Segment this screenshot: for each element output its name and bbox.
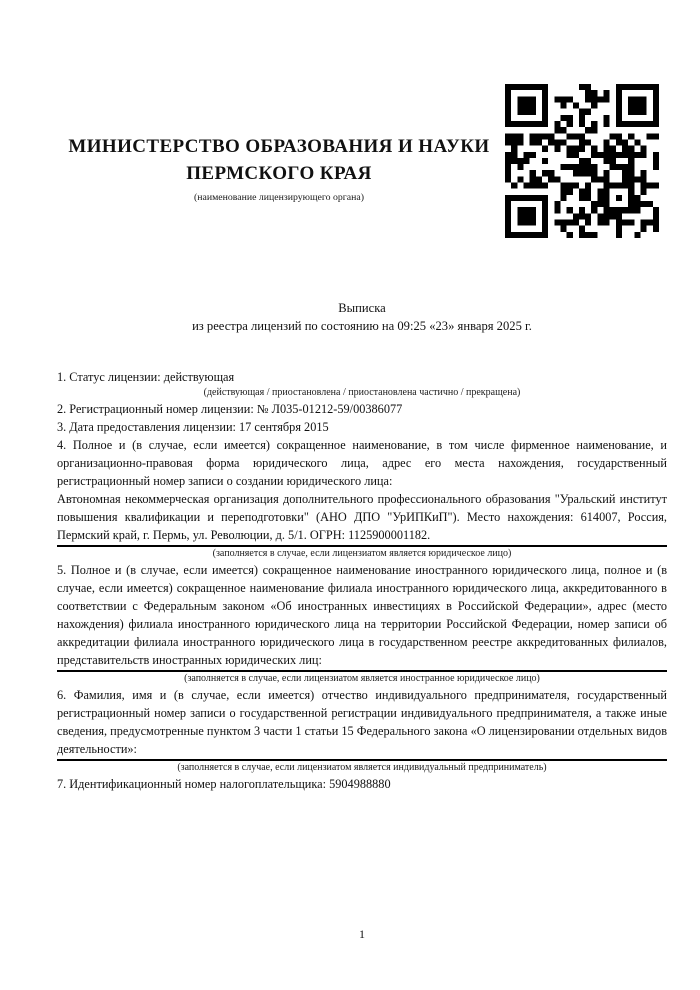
extract-title-block bbox=[57, 299, 667, 335]
field-entrepreneur-label: 6. Фамилия, имя и (в случае, если имеется) отчество индивидуального предпринимателя, государственный регистрационный номер записи о государственной регистрации индивидуального предпринимателя, а также иные сведения, предусмотренные пунктом 3 части 1 статьи 15 Федерального закона «О лицензировании отдельных видов деятельности»: bbox=[57, 688, 667, 756]
field-entrepreneur-hint: (заполняется в случае, если лицензиатом является индивидуальный предприниматель) bbox=[177, 762, 547, 773]
field-license-date: 3. Дата предоставления лицензии: 17 сентября 2015 bbox=[57, 420, 329, 434]
authority-name-caption: (наименование лицензирующего органа) bbox=[193, 192, 364, 203]
field-legal-entity-value: Автономная некоммерческая организация дополнительного профессионального образования "Уральский институт повышения квалификации и переподготовки" (АНО ДПО "УрИПКиП"). Место нахождения: 614007, Россия, Пермский край, г. Пермь, ул. Революции, д. 5/1. ОГРН: 1125900001182. bbox=[57, 492, 667, 542]
authority-name-line1: МИНИСТЕРСТВО ОБРАЗОВАНИЯ И НАУКИ bbox=[68, 136, 490, 157]
field-legal-entity-label: 4. Полное и (в случае, если имеется) сокращенное наименование, в том числе фирменное наименование, и организационно-правовая форма юридического лица, адрес его места нахождения, государственный регистрационный номер записи о создании юридического лица: bbox=[57, 438, 667, 488]
field-license-status-hint: (действующая / приостановлена / приостановлена частично / прекращена) bbox=[203, 387, 521, 398]
page-number: 1 bbox=[359, 927, 365, 941]
authority-name bbox=[40, 133, 518, 187]
extract-subtitle: из реестра лицензий по состоянию на 09:25 «23» января 2025 г. bbox=[192, 319, 532, 333]
field-registration-number: 2. Регистрационный номер лицензии: № Л035-01212-59/00386077 bbox=[57, 402, 403, 416]
field-legal-entity-hint: (заполняется в случае, если лицензиатом является юридическое лицо) bbox=[212, 548, 512, 559]
qr-code-icon bbox=[505, 84, 659, 238]
field-foreign-entity-hint: (заполняется в случае, если лицензиатом является иностранное юридическое лицо) bbox=[184, 673, 540, 684]
field-license-status: 1. Статус лицензии: действующая bbox=[57, 370, 235, 384]
field-taxpayer-id: 7. Идентификационный номер налогоплательщика: 5904988880 bbox=[57, 777, 391, 791]
qr-code-svg bbox=[505, 84, 659, 238]
authority-name-line2: ПЕРМСКОГО КРАЯ bbox=[186, 163, 372, 184]
field-foreign-entity-label: 5. Полное и (в случае, если имеется) сокращенное наименование иностранного юридического лица, полное и (в случае, если имеется) сокращенное наименование филиала иностранного юридического лица, аккредитованного в соответствии с Федеральным законом «Об иностранных инвестициях в Российской Федерации», адрес (место нахождения) филиала иностранного юридического лица на территории Российской Федерации, номер записи об аккредитации филиала иностранного юридического лица в государственном реестре аккредитованных филиалов, представительств иностранных юридических лиц: bbox=[57, 563, 667, 667]
extract-title: Выписка bbox=[338, 301, 386, 315]
licensing-authority-header bbox=[40, 133, 518, 204]
document-body bbox=[57, 368, 667, 793]
